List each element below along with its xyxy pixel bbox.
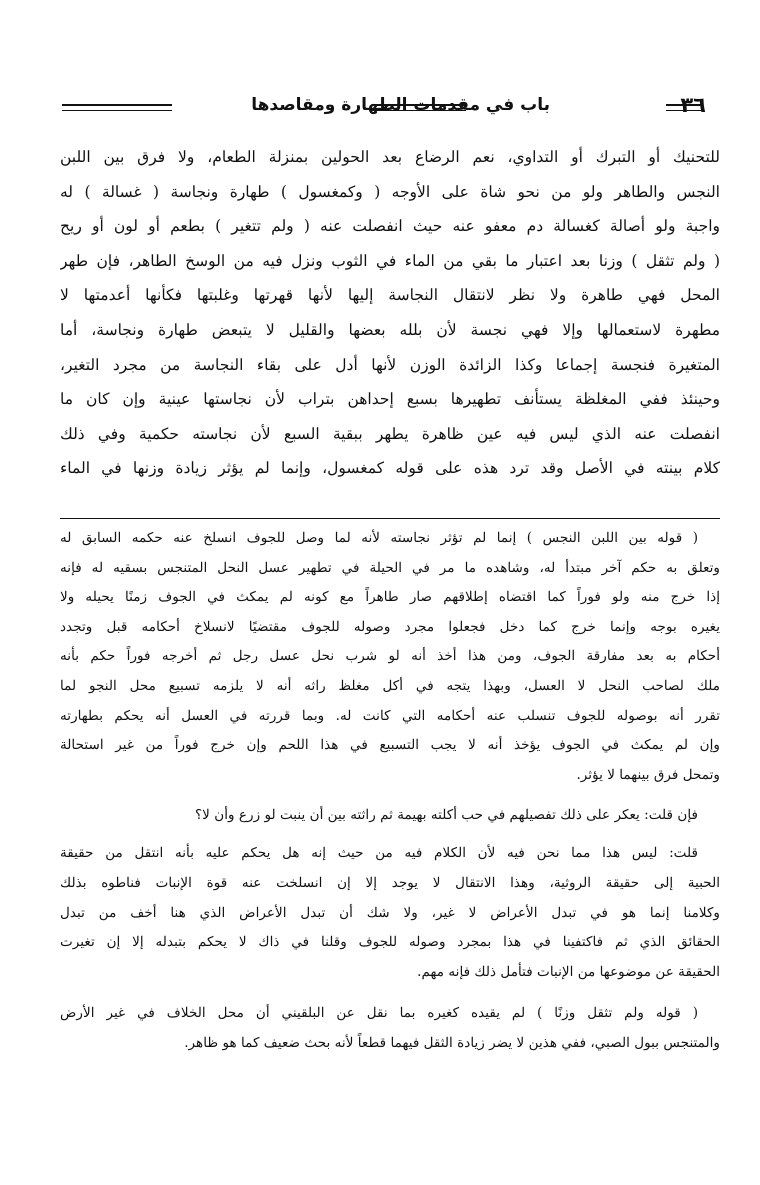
header-rule-middle-bottom [372, 110, 466, 111]
footnote-separator [60, 518, 720, 519]
header-rule-left-bottom [62, 110, 172, 111]
footnote-line: وإن لم يمكث في الجوف يؤخذ أنه لا يجب التسبيع في هذا اللحم وإن خرج فوراً من غير استحالة [60, 737, 720, 754]
header-rule-right-bottom [666, 110, 702, 111]
footnote-line: وتعلق به حكم آخر مبتدأ له، وشاهده ما مر في الحيلة في تطهير عسل النحل المتنجس بسقيه له فإنه [60, 559, 720, 576]
footnote-line: وكلامنا إنما هو في تبدل الأعراض لا غير، ولا شك أن تبدل الأعراض الذي هنا أخف من تبدل [60, 904, 720, 921]
footnote-line: فإن قلت: يعكر على ذلك تفصيلهم في حب أكلته بهيمة ثم راثته بين أن ينبت لو زرع وأن لا؟ [194, 807, 698, 824]
footnotes [60, 524, 720, 1058]
footnote-line: الحقيقة عن موضوعها من الإنبات فتأمل ذلك فإنه مهم. [417, 963, 720, 980]
running-header [60, 92, 720, 120]
footnote-line: أحكام به بعد مفارقة الجوف، ومن هذا أخذ أنه لو شرب نحل عسل رجل ثم أخرجه فوراً حكم بأنه [60, 648, 720, 665]
footnote-line: وتمحل فرق بينهما لا يؤثر. [576, 766, 720, 783]
main-text-line: وحينئذ ففي المغلظة يستأنف تطهيرها بسبع إحداهن بتراب لأن نجاستها عينية وإن كان ما [60, 390, 720, 409]
main-text [60, 140, 720, 486]
footnote-weight [60, 998, 720, 1058]
footnote-line: ( قوله بين اللبن النجس ) إنما لم تؤثر نجاسته لأنه لما وصل للجوف انسلخ عنه حكمه السابق له [60, 530, 698, 546]
footnote-line: والمتنجس ببول الصبي، ففي هذين لا يضر زيادة الثقل فيهما قطعاً لأنه بحث ضعيف كما هو ظاهر. [184, 1035, 720, 1052]
footnote-line: ملك لصاحب النحل لا العسل، وبهذا يتجه في أكل مغلظ راثه أنه لا يلزمه تسبيع محل النجو لما [60, 677, 720, 694]
header-rule-middle-top [372, 104, 466, 106]
main-text-line: واجبة ولو أصالة كغسالة دم معفو عنه حيث انفصلت عنه ( ولم تتغير ) بطعم أو لون أو ريح [60, 217, 720, 236]
footnote-line: إذا خرج منه ولو فوراً كما اقتضاه إطلاقهم صار طاهراً مع كونه لم يمكث في الجوف زمنًا يحيله ولا [60, 589, 720, 606]
main-text-line: ( ولم تثقل ) وزنا بعد اعتبار ما بقي من الماء في الثوب ونزل فيه من الوسخ الطاهر، فإن طهر [60, 251, 720, 270]
footnote-objection [60, 800, 720, 830]
footnote-line: تقرر أنه بوصوله للجوف تنسلب عنه أحكامه التي كانت له. وبما قررته في العسل أنه يحكم بطهارته [60, 707, 720, 724]
header-rule-right-top [666, 104, 702, 106]
main-text-line: مطهرة لاستعمالها وإلا فهي نجسة لأن بلله بعضها والقليل لا يتبعض طهارة ونجاسة، أما [60, 320, 720, 339]
header-rule-left-top [62, 104, 172, 106]
page-number: ٣٦ [680, 93, 706, 117]
footnote-line: الحقائق الذي ثم فاكتفينا في هذا بمجرد وصوله للجوف وقلنا في ذاك لا يحكم بتبدله إلا إن تغيرت [60, 934, 720, 951]
footnote-line: قلت: ليس هذا مما نحن فيه لأن الكلام فيه من حيث إنه هل يحكم عليه بأنه انتقل من حقيقة [60, 845, 698, 862]
main-text-line: انفصلت عنه الذي ليس فيه عين ظاهرة يطهر ببقية السبع لأن نجاسته حكمية وفي ذلك [60, 424, 720, 443]
footnote-milk [60, 524, 720, 790]
main-text-line: النجس والطاهر ولو من نحو شاة على الأوجه ( وكمغسول ) طهارة ونجاسة ( غسالة ) له [60, 182, 720, 201]
footnote-line: يغيره بوجه وإنما خرج كما دخل فجعلوا مجرد وصوله للجوف مقتضيًا لانسلاخ أحكامه قبل وتجدد [60, 618, 720, 635]
chapter-title: باب في مقدمات الطهارة ومقاصدها [251, 95, 550, 115]
main-text-line: المحل فهي طاهرة ولا نظر لانتقال النجاسة إليها لأنها قهرتها وغلبتها فكأنها أعدمتها لا [60, 286, 720, 305]
footnote-line: ( قوله ولم تثقل وزنًا ) لم يقيده كغيره بما نقل عن البلقيني أن محل الخلاف في غير الأرض [60, 1005, 698, 1022]
main-text-line: كلام بينته في الأصل وقد ترد هذه على قوله كمغسول، وإنما لم يؤثر زيادة وزنها في الماء [60, 459, 720, 478]
main-text-line: للتحنيك أو التبرك أو التداوي، نعم الرضاع بعد الحولين بمنزلة الطعام، ولا فرق بين اللبن [60, 148, 720, 166]
footnote-reply [60, 839, 720, 987]
main-text-line: المتغيرة فنجسة إجماعا وكذا الزائدة الوزن لأنها أدل على بقاء النجاسة من مجرد التغير، [60, 355, 720, 374]
footnote-line: الحبية إلى حقيقة الروثية، وهذا الانتقال لا يوجد إلا إن انسلخت عنه قوة الإنبات فناطوه بذلك [60, 874, 720, 891]
